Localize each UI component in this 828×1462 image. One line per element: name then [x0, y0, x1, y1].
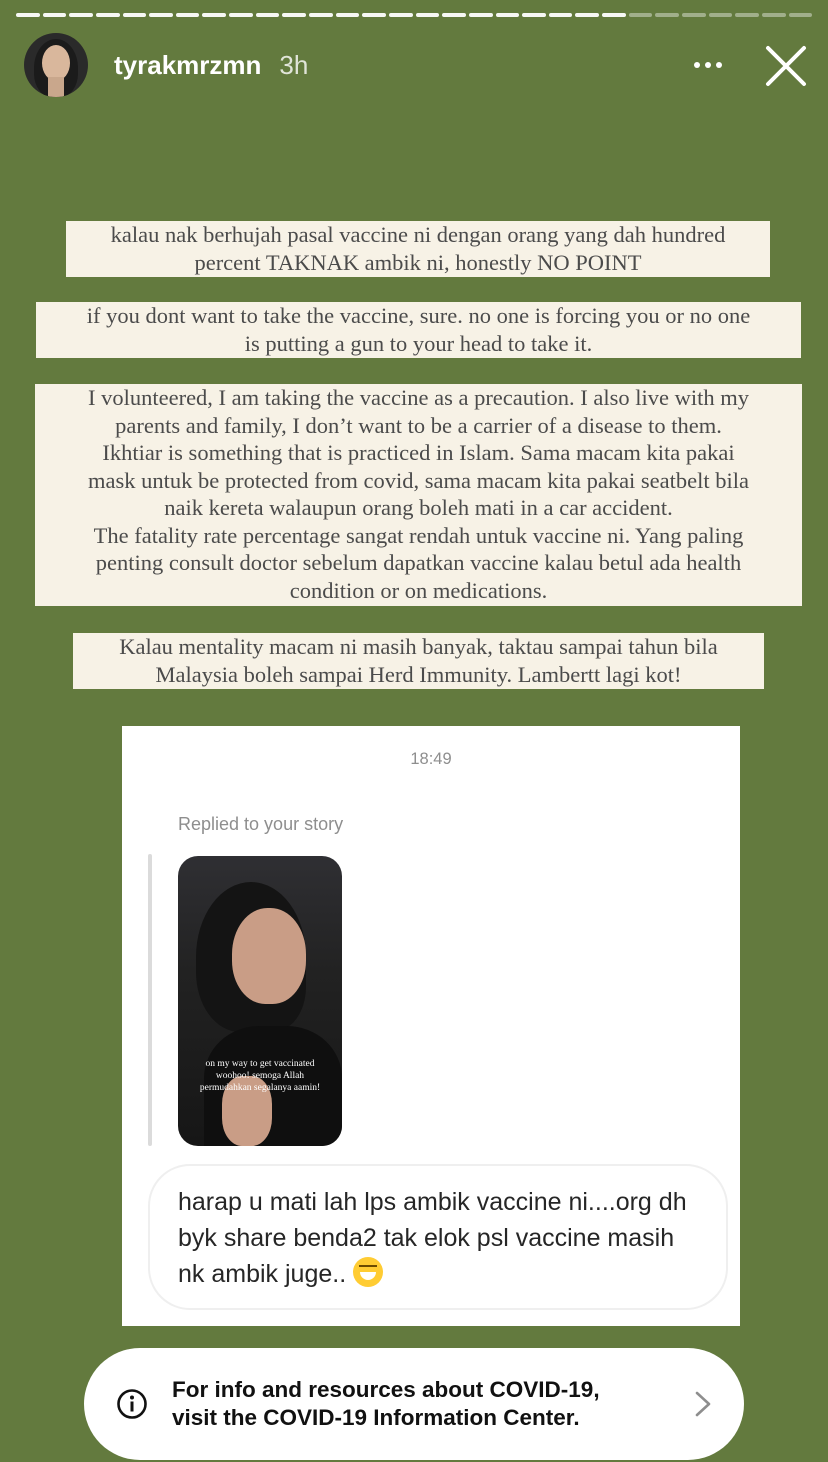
dm-message-text: harap u mati lah lps ambik vaccine ni....org dh byk share benda2 tak elok psl vaccine masih nk ambik juge..: [178, 1188, 687, 1288]
progress-segment: [123, 13, 147, 17]
progress-segment: [16, 13, 40, 17]
progress-segment: [362, 13, 386, 17]
progress-segment: [43, 13, 67, 17]
dm-message-bubble: [148, 1164, 728, 1310]
covid-banner-text: [172, 1376, 600, 1432]
story-header: [24, 32, 808, 98]
dm-timestamp: 18:49: [410, 750, 452, 768]
chevron-right-icon: [694, 1390, 712, 1418]
progress-segment: [735, 13, 759, 17]
progress-segment: [602, 13, 626, 17]
progress-segment: [469, 13, 493, 17]
progress-segment: [282, 13, 306, 17]
progress-segment: [709, 13, 733, 17]
story-progress-bar: [16, 13, 812, 17]
progress-segment: [575, 13, 599, 17]
progress-segment: [442, 13, 466, 17]
progress-segment: [549, 13, 573, 17]
story-text-block-2: if you dont want to take the vaccine, sure. no one is forcing you or no one is putting a gun to your head to take it.: [36, 302, 801, 358]
covid-banner-line-1: For info and resources about COVID-19,: [172, 1377, 600, 1402]
story-username[interactable]: tyrakmrzmn: [114, 49, 262, 80]
progress-segment: [309, 13, 333, 17]
progress-segment: [629, 13, 653, 17]
progress-segment: [389, 13, 413, 17]
progress-segment: [336, 13, 360, 17]
progress-segment: [416, 13, 440, 17]
replied-to-story-label: Replied to your story: [178, 814, 344, 834]
progress-segment: [96, 13, 120, 17]
progress-segment: [149, 13, 173, 17]
progress-segment: [256, 13, 280, 17]
dm-screenshot: [122, 726, 740, 1326]
grinning-sweat-emoji: [353, 1257, 383, 1287]
progress-segment: [522, 13, 546, 17]
close-icon[interactable]: [764, 44, 808, 88]
story-text-block-4: Kalau mentality macam ni masih banyak, taktau sampai tahun bila Malaysia boleh sampai Herd Immunity. Lambertt lagi kot!: [73, 633, 764, 689]
info-icon: [116, 1388, 148, 1420]
more-horizontal-icon[interactable]: [688, 50, 728, 80]
progress-segment: [176, 13, 200, 17]
story-text-block-1: kalau nak berhujah pasal vaccine ni dengan orang yang dah hundred percent TAKNAK ambik ni, honestly NO POINT: [66, 221, 770, 277]
progress-segment: [655, 13, 679, 17]
covid-info-banner[interactable]: [84, 1348, 744, 1460]
progress-segment: [682, 13, 706, 17]
progress-segment: [69, 13, 93, 17]
avatar[interactable]: [24, 33, 88, 97]
progress-segment: [496, 13, 520, 17]
progress-segment: [789, 13, 813, 17]
story-time: 3h: [279, 49, 309, 80]
reply-quote-bar: [148, 854, 152, 1146]
progress-segment: [762, 13, 786, 17]
covid-banner-line-2: visit the COVID-19 Information Center.: [172, 1405, 580, 1430]
story-text-block-3: I volunteered, I am taking the vaccine as a precaution. I also live with my parents and family, I don’t want to be a carrier of a disease to them. Ikhtiar is something that is practiced in Islam. Sama macam kita pakai mask untuk be protected from covid, sama macam kita pakai seatbelt bila naik kereta walaupun orang boleh mati in a car accident. The fatality rate percentage sangat rendah untuk vaccine ni. Yang paling penting consult doctor sebelum dapatkan vaccine kalau betul ada health condition or on medications.: [35, 384, 802, 606]
progress-segment: [229, 13, 253, 17]
replied-story-thumbnail: [178, 856, 342, 1146]
progress-segment: [202, 13, 226, 17]
story-thumbnail-caption: on my way to get vaccinated woohoo! semoga Allah permudahkan segalanya aamin!: [199, 1059, 321, 1093]
